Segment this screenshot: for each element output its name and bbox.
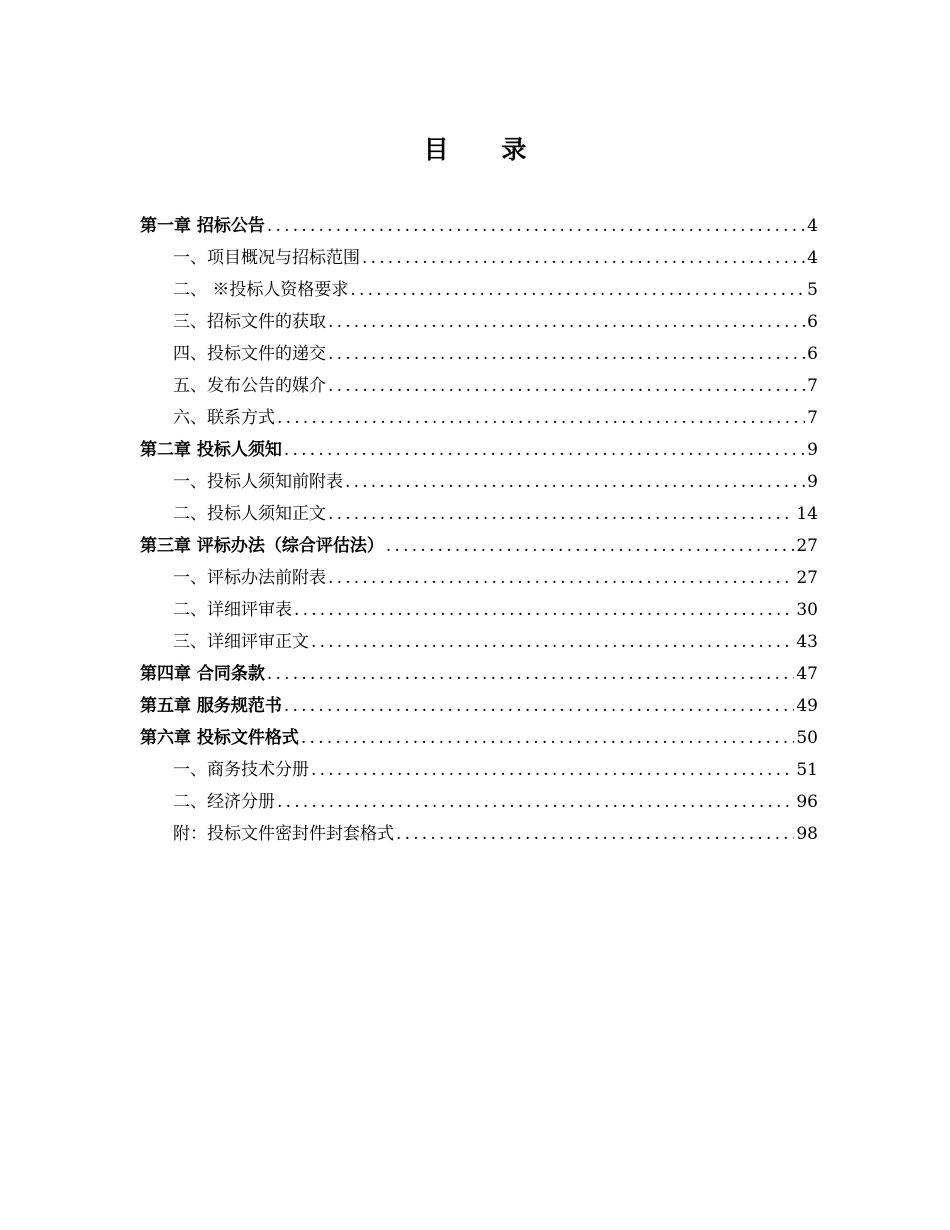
toc-dot-leader xyxy=(328,370,805,402)
toc-entry-label: 一、项目概况与招标范围 xyxy=(173,248,360,268)
toc-entry-label: 一、商务技术分册 xyxy=(173,760,309,780)
toc-title: 目 录 xyxy=(423,135,549,164)
toc-dot-leader xyxy=(301,722,794,754)
toc-chapter-entry[interactable] xyxy=(140,434,818,466)
toc-page-number: 43 xyxy=(796,632,818,652)
toc-page-number: 50 xyxy=(796,728,818,748)
toc-entry-label: 二、经济分册 xyxy=(173,792,275,812)
toc-page-number: 6 xyxy=(807,344,818,364)
toc-entry-label: 第二章 投标人须知 xyxy=(140,440,282,460)
toc-dot-leader xyxy=(277,402,805,434)
toc-dot-leader xyxy=(328,338,805,370)
toc-entry-label: 三、招标文件的获取 xyxy=(173,312,326,332)
toc-entry-label: 二、投标人须知正文 xyxy=(173,504,326,524)
toc-dot-leader xyxy=(267,658,794,690)
toc-entry-label: 第四章 合同条款 xyxy=(140,664,265,684)
toc-section-entry[interactable] xyxy=(140,498,818,530)
toc-dot-leader xyxy=(362,242,805,274)
toc-page-number: 5 xyxy=(807,280,818,300)
toc-page-number: 96 xyxy=(796,792,818,812)
toc-dot-leader xyxy=(328,562,794,594)
toc-dot-leader xyxy=(328,306,805,338)
toc-chapter-entry[interactable] xyxy=(140,658,818,690)
table-of-contents xyxy=(140,210,818,850)
toc-page-number: 47 xyxy=(796,664,818,684)
toc-entry-label: 第六章 投标文件格式 xyxy=(140,728,299,748)
toc-section-entry[interactable] xyxy=(140,370,818,402)
toc-entry-label: 二、详细评审表 xyxy=(173,600,292,620)
toc-page-number: 49 xyxy=(796,696,818,716)
toc-section-entry[interactable] xyxy=(140,818,818,850)
toc-chapter-entry[interactable] xyxy=(140,722,818,754)
toc-dot-leader xyxy=(277,786,794,818)
toc-page-number: 27 xyxy=(796,568,818,588)
toc-entry-label: 四、投标文件的递交 xyxy=(173,344,326,364)
toc-section-entry[interactable] xyxy=(140,562,818,594)
toc-page-number: 98 xyxy=(796,824,818,844)
toc-section-entry[interactable] xyxy=(140,274,818,306)
toc-dot-leader xyxy=(284,690,794,722)
toc-page-number: 30 xyxy=(796,600,818,620)
toc-dot-leader xyxy=(328,498,794,530)
toc-entry-label: 二、 ※投标人资格要求 xyxy=(173,280,349,300)
toc-page-number: 51 xyxy=(796,760,818,780)
toc-page-number: 7 xyxy=(807,376,818,396)
toc-dot-leader xyxy=(396,818,794,850)
toc-entry-label: 五、发布公告的媒介 xyxy=(173,376,326,396)
toc-page-number: 6 xyxy=(807,312,818,332)
toc-entry-label: 一、评标办法前附表 xyxy=(173,568,326,588)
toc-chapter-entry[interactable] xyxy=(140,210,818,242)
toc-page-number: 14 xyxy=(796,504,818,524)
toc-entry-label: 第一章 招标公告 xyxy=(140,216,265,236)
toc-dot-leader xyxy=(311,626,794,658)
toc-section-entry[interactable] xyxy=(140,754,818,786)
toc-chapter-entry[interactable] xyxy=(140,690,818,722)
toc-entry-label: 附：投标文件密封件封套格式 xyxy=(173,824,394,844)
toc-dot-leader xyxy=(345,466,805,498)
toc-entry-label: 六、联系方式 xyxy=(173,408,275,428)
toc-dot-leader xyxy=(350,274,805,306)
toc-section-entry[interactable] xyxy=(140,402,818,434)
toc-chapter-entry[interactable] xyxy=(140,530,818,562)
toc-entry-label: 三、详细评审正文 xyxy=(173,632,309,652)
toc-section-entry[interactable] xyxy=(140,786,818,818)
toc-page-number: 4 xyxy=(807,216,818,236)
toc-page-number: 27 xyxy=(796,536,818,556)
toc-section-entry[interactable] xyxy=(140,626,818,658)
toc-page-number: 9 xyxy=(807,440,818,460)
toc-dot-leader xyxy=(267,210,805,242)
toc-dot-leader xyxy=(386,530,794,562)
toc-section-entry[interactable] xyxy=(140,306,818,338)
toc-section-entry[interactable] xyxy=(140,466,818,498)
toc-entry-label: 第三章 评标办法（综合评估法） xyxy=(140,536,384,556)
toc-page-number: 4 xyxy=(807,248,818,268)
toc-section-entry[interactable] xyxy=(140,594,818,626)
toc-page-number: 9 xyxy=(807,472,818,492)
toc-section-entry[interactable] xyxy=(140,338,818,370)
toc-dot-leader xyxy=(294,594,794,626)
toc-entry-label: 第五章 服务规范书 xyxy=(140,696,282,716)
toc-page-number: 7 xyxy=(807,408,818,428)
toc-dot-leader xyxy=(311,754,794,786)
toc-entry-label: 一、投标人须知前附表 xyxy=(173,472,343,492)
toc-dot-leader xyxy=(284,434,805,466)
toc-section-entry[interactable] xyxy=(140,242,818,274)
